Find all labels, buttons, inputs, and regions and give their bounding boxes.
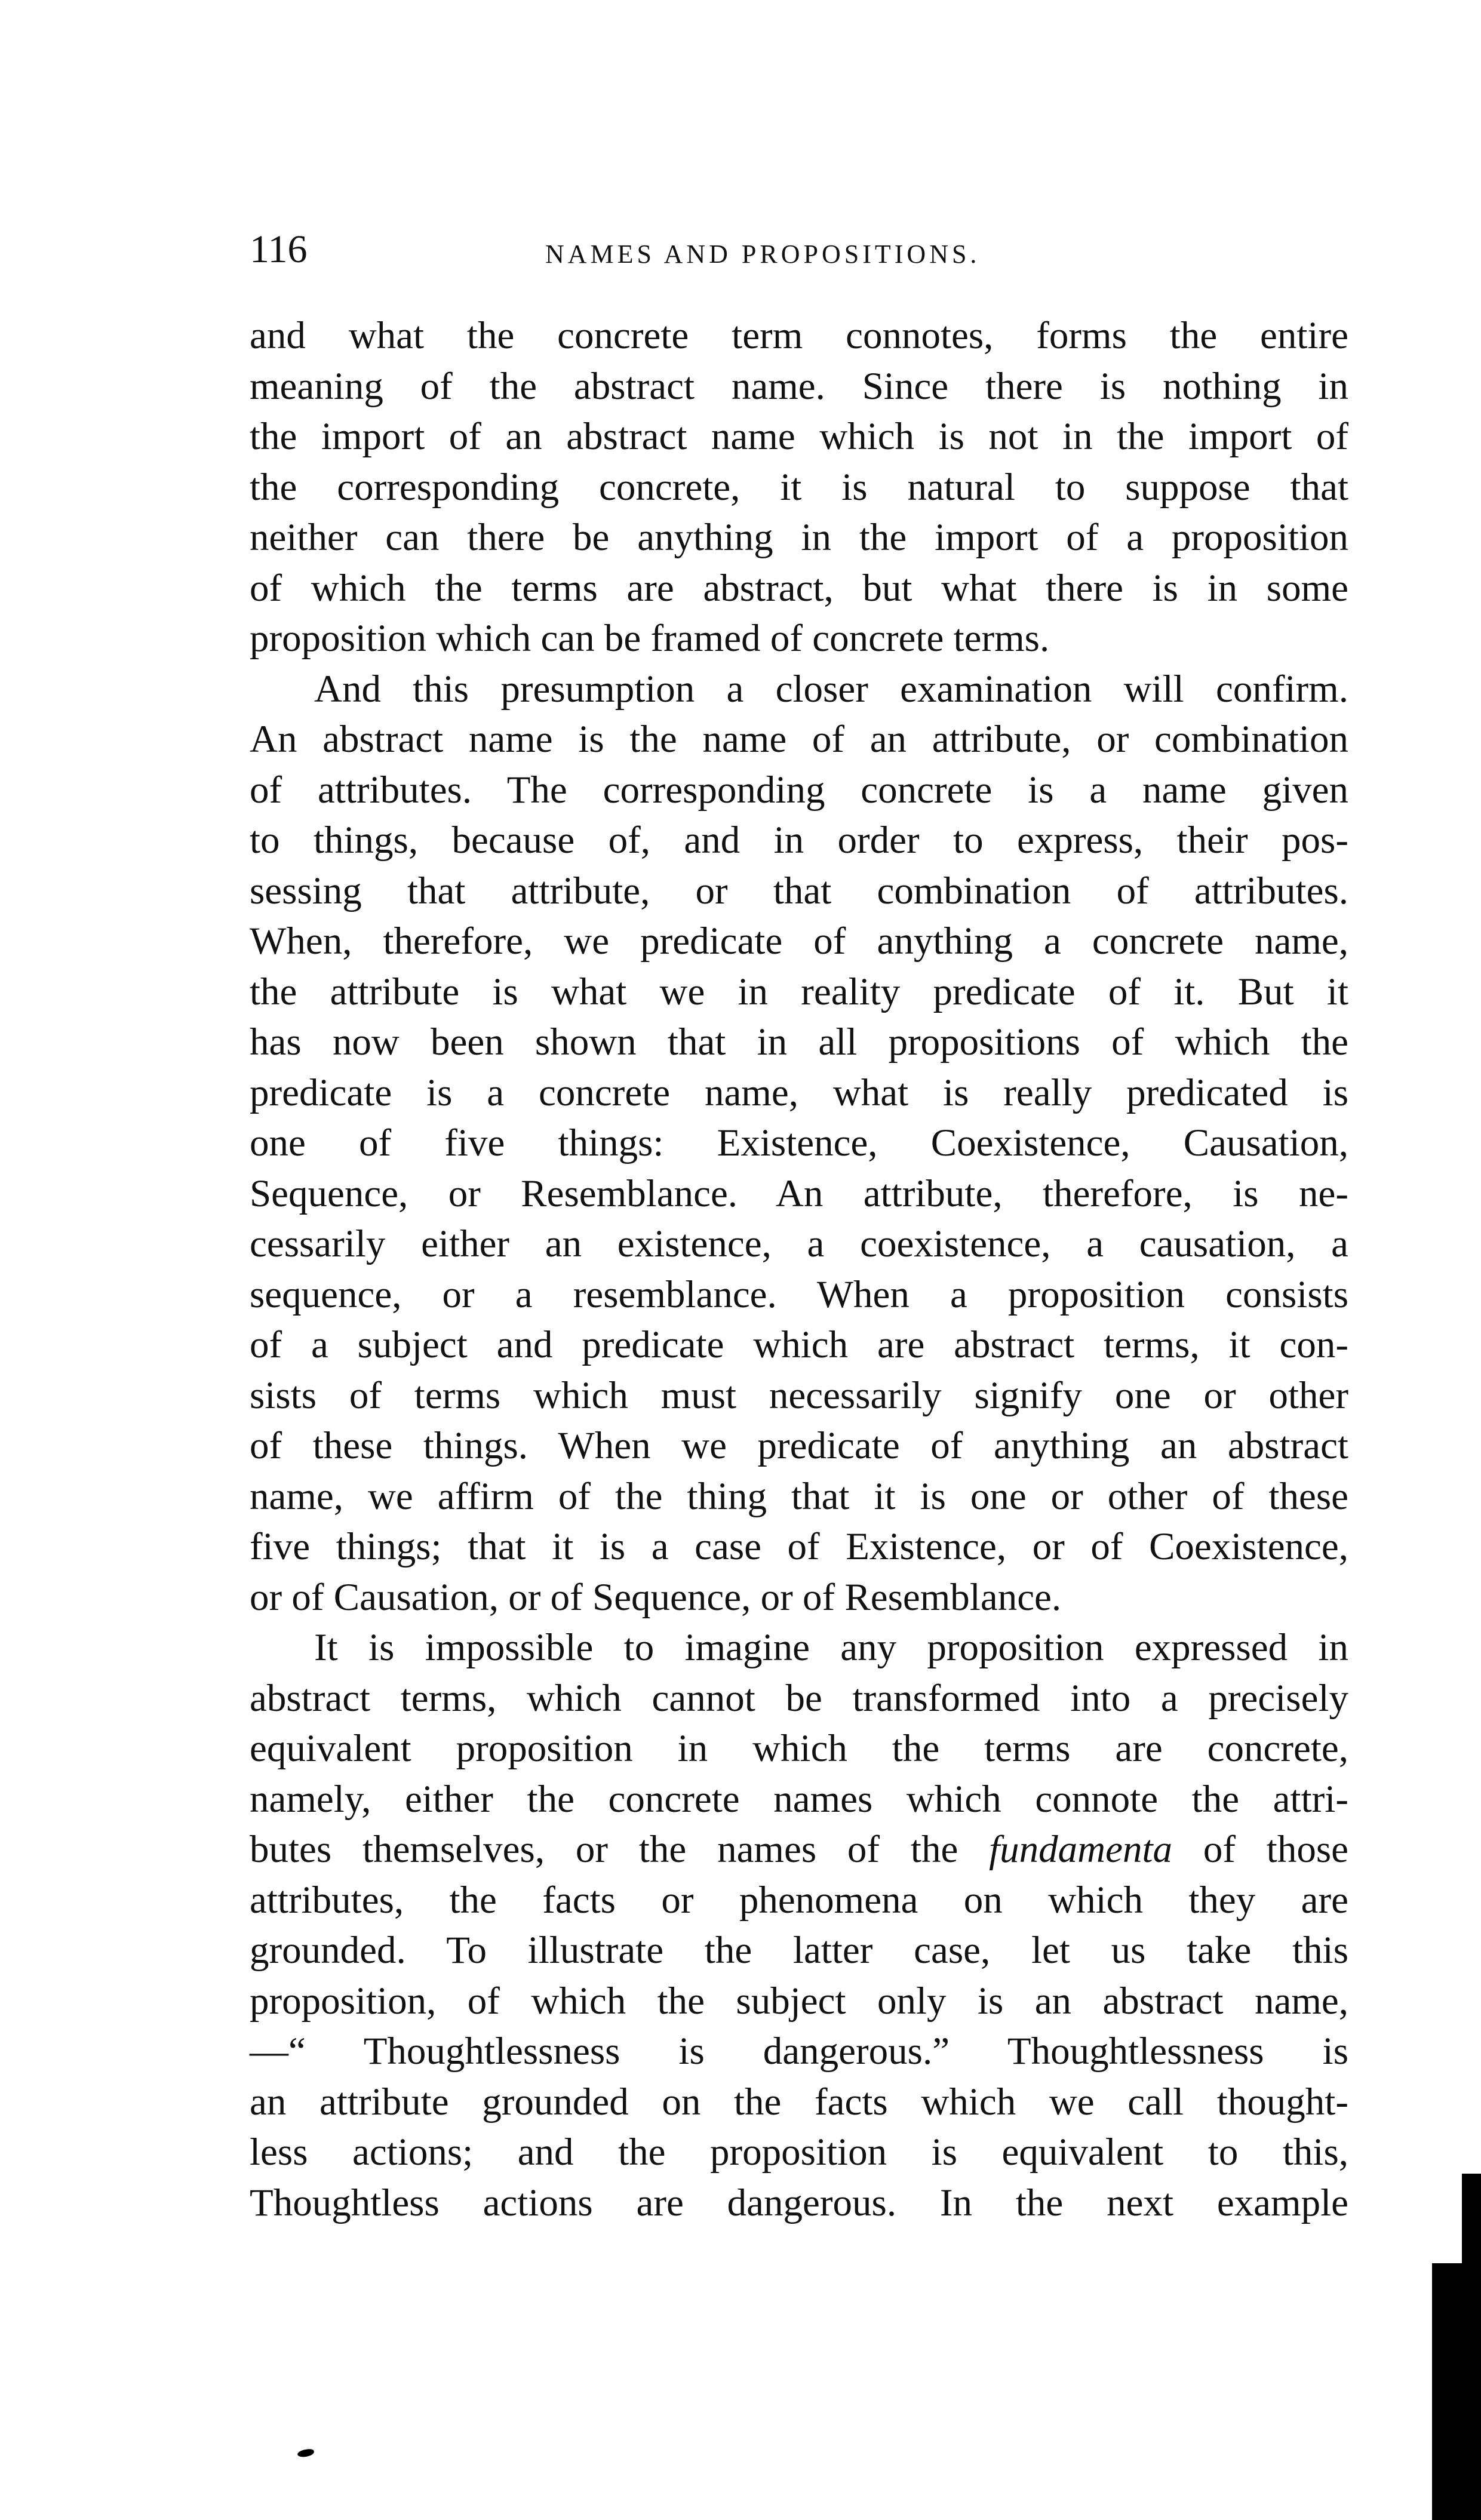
- text-line: Thoughtless actions are dangerous. In the next example: [250, 2181, 1348, 2224]
- text-line: —“ Thoughtlessness is dangerous.” Thoughtlessness is: [250, 2030, 1348, 2073]
- text-line: cessarily either an existence, a coexistence, a causation, a: [250, 1222, 1348, 1265]
- text-line: sessing that attribute, or that combination of attributes.: [250, 869, 1348, 912]
- text-line: an attribute grounded on the facts which we call thought-: [250, 2080, 1348, 2123]
- text-line: the attribute is what we in reality predicate of it. But it: [250, 970, 1348, 1013]
- paragraph: [250, 311, 1348, 664]
- italic-term: fundamenta: [989, 1828, 1173, 1871]
- text-line: or of Causation, or of Sequence, or of Resemblance.: [250, 1575, 1062, 1619]
- text-line: When, therefore, we predicate of anything a concrete name,: [250, 920, 1348, 963]
- scan-edge-upper: [1462, 2174, 1481, 2263]
- scan-edge-artifact: [1457, 2174, 1481, 2520]
- scan-edge-lower: [1432, 2263, 1481, 2520]
- text-line: grounded. To illustrate the latter case, let us take this: [250, 1929, 1348, 1972]
- text-line: the corresponding concrete, it is natural to suppose that: [250, 465, 1348, 509]
- text-line: has now been shown that in all propositions of which the: [250, 1021, 1348, 1064]
- paragraph: [250, 1622, 1348, 2228]
- text-line: five things; that it is a case of Existence, or of Coexistence,: [250, 1525, 1348, 1568]
- text-line: to things, because of, and in order to express, their pos-: [250, 819, 1348, 862]
- page-number: 116: [250, 228, 308, 271]
- text-line: one of five things: Existence, Coexistence, Causation,: [250, 1121, 1348, 1164]
- text-line-with-italic: [250, 1824, 1348, 1875]
- text-line: equivalent proposition in which the terms are concrete,: [250, 1727, 1348, 1770]
- paragraph: [250, 664, 1348, 1623]
- body-text: [250, 311, 1348, 2228]
- running-head: NAMES AND PROPOSITIONS.: [545, 239, 981, 269]
- text-line: predicate is a concrete name, what is really predicated is: [250, 1071, 1348, 1114]
- text-fragment: of those: [1203, 1828, 1349, 1871]
- text-line: the import of an abstract name which is not in the import of: [250, 415, 1348, 458]
- text-line: meaning of the abstract name. Since there is nothing in: [250, 364, 1348, 408]
- text-line: proposition, of which the subject only is an abstract name,: [250, 1979, 1348, 2023]
- ink-mark: [297, 2448, 315, 2458]
- text-line: proposition which can be framed of concrete terms.: [250, 617, 1050, 660]
- text-line: And this presumption a closer examination will confirm.: [314, 667, 1348, 711]
- text-line: and what the concrete term connotes, forms the entire: [250, 314, 1348, 357]
- text-line: name, we affirm of the thing that it is one or other of these: [250, 1474, 1348, 1518]
- text-line: attributes, the facts or phenomena on which they are: [250, 1878, 1348, 1922]
- text-line: neither can there be anything in the import of a proposition: [250, 516, 1348, 559]
- text-line: of attributes. The corresponding concrete is a name given: [250, 768, 1348, 812]
- text-line: namely, either the concrete names which connote the attri-: [250, 1777, 1348, 1821]
- text-line: abstract terms, which cannot be transformed into a precisely: [250, 1676, 1348, 1720]
- text-line: It is impossible to imagine any proposition expressed in: [314, 1626, 1348, 1669]
- text-line: An abstract name is the name of an attribute, or combination: [250, 718, 1348, 761]
- text-line: of these things. When we predicate of anything an abstract: [250, 1424, 1348, 1467]
- text-line: sists of terms which must necessarily signify one or other: [250, 1373, 1348, 1417]
- page-header: [250, 227, 1348, 275]
- text-fragment: butes themselves, or the names of the: [250, 1828, 958, 1871]
- text-line: sequence, or a resemblance. When a proposition consists: [250, 1273, 1348, 1316]
- text-line: of a subject and predicate which are abstract terms, it con-: [250, 1323, 1348, 1366]
- text-line: Sequence, or Resemblance. An attribute, therefore, is ne-: [250, 1172, 1348, 1215]
- text-line: of which the terms are abstract, but what there is in some: [250, 566, 1348, 610]
- text-line: less actions; and the proposition is equivalent to this,: [250, 2131, 1348, 2174]
